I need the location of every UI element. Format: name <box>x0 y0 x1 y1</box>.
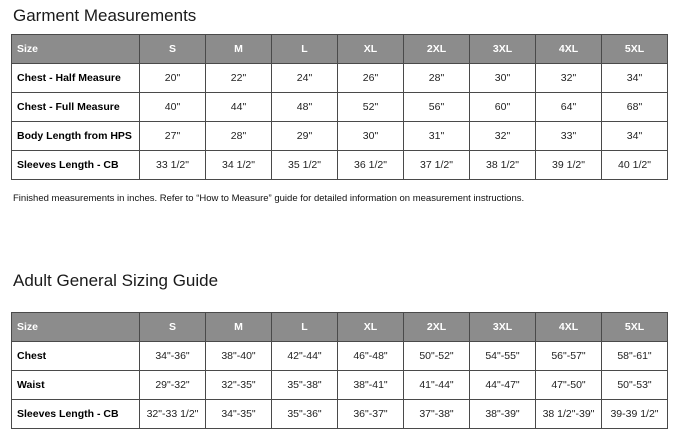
row-label: Waist <box>12 371 140 400</box>
table-cell: 39-39 1/2" <box>602 400 668 429</box>
table-cell: 40 1/2" <box>602 151 668 180</box>
header-cell-xl: XL <box>338 313 404 342</box>
table-cell: 58"-61" <box>602 342 668 371</box>
header-cell-l: L <box>272 313 338 342</box>
header-cell-m: M <box>206 35 272 64</box>
table-cell: 41"-44" <box>404 371 470 400</box>
table-cell: 47"-50" <box>536 371 602 400</box>
table-header-row <box>12 35 668 64</box>
table-cell: 35"-36" <box>272 400 338 429</box>
table-cell: 34" <box>602 122 668 151</box>
table-cell: 42"-44" <box>272 342 338 371</box>
table-cell: 33 1/2" <box>140 151 206 180</box>
table-cell: 40" <box>140 93 206 122</box>
header-cell-2xl: 2XL <box>404 35 470 64</box>
table-cell: 44"-47" <box>470 371 536 400</box>
table-row <box>12 64 668 93</box>
sizing-guide-title: Adult General Sizing Guide <box>13 271 219 290</box>
table-header-row <box>12 313 668 342</box>
table-cell: 29"-32" <box>140 371 206 400</box>
sizing-guide-table <box>11 312 668 429</box>
table-cell: 64" <box>536 93 602 122</box>
table-cell: 38 1/2" <box>470 151 536 180</box>
table-cell: 27" <box>140 122 206 151</box>
table-cell: 33" <box>536 122 602 151</box>
header-cell-5xl: 5XL <box>602 35 668 64</box>
table-cell: 28" <box>206 122 272 151</box>
header-cell-s: S <box>140 313 206 342</box>
table-cell: 50"-53" <box>602 371 668 400</box>
table-cell: 52" <box>338 93 404 122</box>
table-row <box>12 342 668 371</box>
table-cell: 34"-35" <box>206 400 272 429</box>
table-cell: 28" <box>404 64 470 93</box>
row-label: Sleeves Length - CB <box>12 400 140 429</box>
table-cell: 35 1/2" <box>272 151 338 180</box>
table-cell: 24" <box>272 64 338 93</box>
table-cell: 60" <box>470 93 536 122</box>
row-label: Chest - Full Measure <box>12 93 140 122</box>
garment-measurements-title: Garment Measurements <box>13 6 197 25</box>
table-row <box>12 371 668 400</box>
table-cell: 31" <box>404 122 470 151</box>
table-cell: 54"-55" <box>470 342 536 371</box>
table-cell: 22" <box>206 64 272 93</box>
header-cell-size: Size <box>12 35 140 64</box>
table-cell: 36 1/2" <box>338 151 404 180</box>
table-cell: 35"-38" <box>272 371 338 400</box>
table-cell: 38 1/2"-39" <box>536 400 602 429</box>
header-cell-s: S <box>140 35 206 64</box>
table-row <box>12 122 668 151</box>
row-label: Body Length from HPS <box>12 122 140 151</box>
table-cell: 32" <box>536 64 602 93</box>
table-cell: 36"-37" <box>338 400 404 429</box>
row-label: Sleeves Length - CB <box>12 151 140 180</box>
table-cell: 48" <box>272 93 338 122</box>
header-cell-m: M <box>206 313 272 342</box>
table-cell: 68" <box>602 93 668 122</box>
garment-measurements-table <box>11 34 668 180</box>
header-cell-3xl: 3XL <box>470 35 536 64</box>
table-cell: 44" <box>206 93 272 122</box>
table-cell: 37"-38" <box>404 400 470 429</box>
table-cell: 56"-57" <box>536 342 602 371</box>
header-cell-4xl: 4XL <box>536 35 602 64</box>
table-cell: 46"-48" <box>338 342 404 371</box>
table-cell: 34 1/2" <box>206 151 272 180</box>
row-label: Chest - Half Measure <box>12 64 140 93</box>
header-cell-l: L <box>272 35 338 64</box>
measurement-note: Finished measurements in inches. Refer to “How to Measure” guide for detailed information on measurement instructions. <box>13 193 525 204</box>
table-cell: 56" <box>404 93 470 122</box>
table-cell: 50"-52" <box>404 342 470 371</box>
table-cell: 32"-35" <box>206 371 272 400</box>
table-cell: 32" <box>470 122 536 151</box>
table-cell: 37 1/2" <box>404 151 470 180</box>
table-cell: 26" <box>338 64 404 93</box>
row-label: Chest <box>12 342 140 371</box>
table-cell: 39 1/2" <box>536 151 602 180</box>
table-cell: 38"-40" <box>206 342 272 371</box>
table-cell: 29" <box>272 122 338 151</box>
table-cell: 20" <box>140 64 206 93</box>
table-row <box>12 93 668 122</box>
header-cell-2xl: 2XL <box>404 313 470 342</box>
table-cell: 30" <box>338 122 404 151</box>
table-cell: 32"-33 1/2" <box>140 400 206 429</box>
table-row <box>12 400 668 429</box>
table-cell: 30" <box>470 64 536 93</box>
header-cell-3xl: 3XL <box>470 313 536 342</box>
table-cell: 38"-39" <box>470 400 536 429</box>
header-cell-5xl: 5XL <box>602 313 668 342</box>
table-cell: 34" <box>602 64 668 93</box>
header-cell-xl: XL <box>338 35 404 64</box>
table-cell: 34"-36" <box>140 342 206 371</box>
table-cell: 38"-41" <box>338 371 404 400</box>
header-cell-4xl: 4XL <box>536 313 602 342</box>
header-cell-size: Size <box>12 313 140 342</box>
table-row <box>12 151 668 180</box>
